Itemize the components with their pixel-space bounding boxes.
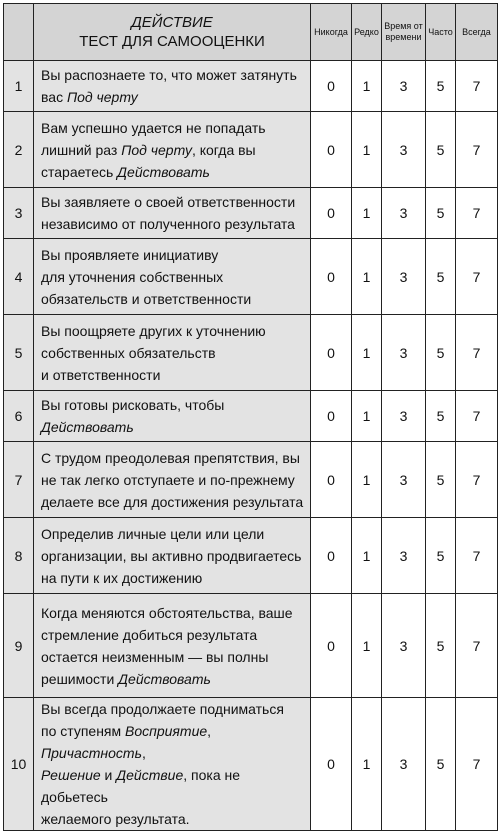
statement-line [41, 394, 304, 416]
score-option[interactable]: 1 [352, 112, 382, 188]
column-header-sometimes: Время от времени [382, 4, 426, 61]
statement-segment: лишний раз [41, 141, 122, 158]
statement-line [41, 624, 304, 646]
score-option[interactable]: 3 [382, 391, 426, 442]
score-option[interactable]: 0 [311, 112, 352, 188]
statement-segment: обязательств и ответственности [41, 290, 252, 307]
score-option[interactable]: 3 [382, 188, 426, 239]
statement-line [41, 161, 304, 183]
statement-text [34, 698, 311, 831]
self-assessment-table [3, 3, 498, 831]
statement-segment: собственных обязательств [41, 344, 216, 361]
statement-segment: С трудом преодолевая препятствия, вы [41, 449, 300, 466]
statement-line [41, 191, 304, 213]
score-option[interactable]: 1 [352, 698, 382, 831]
statement-line [41, 698, 304, 720]
row-number: 8 [4, 518, 34, 594]
row-number: 6 [4, 391, 34, 442]
statement-segment: стараетесь [41, 163, 118, 180]
score-option[interactable]: 3 [382, 315, 426, 391]
row-number: 2 [4, 112, 34, 188]
statement-line [41, 86, 304, 108]
score-option[interactable]: 1 [352, 442, 382, 518]
score-option[interactable]: 3 [382, 112, 426, 188]
score-option[interactable]: 7 [456, 442, 498, 518]
statement-text [34, 315, 311, 391]
statement-segment: , когда вы [191, 141, 256, 158]
statement-line [41, 244, 304, 266]
score-option[interactable]: 1 [352, 188, 382, 239]
score-option[interactable]: 0 [311, 518, 352, 594]
statement-text [34, 391, 311, 442]
statement-line [41, 491, 304, 513]
statement-line [41, 213, 304, 235]
statement-segment: не так легко отступаете и по-прежнему [41, 471, 295, 488]
score-option[interactable]: 5 [426, 518, 456, 594]
header-number-cell [4, 4, 34, 61]
score-option[interactable]: 0 [311, 315, 352, 391]
statement-line [41, 523, 304, 545]
statement-segment: Когда меняются обстоятельства, ваше [41, 604, 293, 621]
score-option[interactable]: 5 [426, 442, 456, 518]
table-row [4, 594, 498, 698]
statement-segment: , пока не добьетесь [41, 767, 244, 805]
statement-line [41, 117, 304, 139]
statement-segment: организации, вы активно продвигаетесь [41, 547, 302, 564]
score-option[interactable]: 0 [311, 442, 352, 518]
score-option[interactable]: 5 [426, 239, 456, 315]
statement-segment: на пути к их достижению [41, 569, 203, 586]
statement-line [41, 266, 304, 288]
score-option[interactable]: 0 [311, 188, 352, 239]
statement-emphasis: Под черту [66, 89, 138, 105]
statement-emphasis: Решение [41, 767, 101, 783]
statement-line [41, 416, 304, 438]
score-option[interactable]: 0 [311, 391, 352, 442]
statement-text [34, 239, 311, 315]
score-option[interactable]: 5 [426, 112, 456, 188]
statement-segment: независимо от полученного результата [41, 216, 295, 232]
statement-emphasis: Действовать [41, 419, 134, 435]
statement-line [41, 342, 304, 364]
table-row [4, 698, 498, 831]
score-option[interactable]: 1 [352, 61, 382, 112]
table-row [4, 112, 498, 188]
header-row [4, 4, 498, 61]
title-line-2: ТЕСТ ДЛЯ САМООЦЕНКИ [79, 33, 265, 50]
statement-text [34, 518, 311, 594]
column-header-often: Часто [426, 4, 456, 61]
row-number: 10 [4, 698, 34, 831]
statement-line [41, 764, 304, 808]
statement-line [41, 545, 304, 567]
score-option[interactable]: 5 [426, 698, 456, 831]
row-number: 1 [4, 61, 34, 112]
title-line-1: ДЕЙСТВИЕ [131, 14, 213, 31]
score-option[interactable]: 3 [382, 698, 426, 831]
statement-segment: вас [41, 89, 67, 105]
statement-line [41, 720, 304, 764]
score-option[interactable]: 5 [426, 315, 456, 391]
statement-line [41, 288, 304, 310]
score-option[interactable]: 1 [352, 594, 382, 698]
statement-emphasis: Действовать [117, 163, 210, 180]
statement-segment: желаемого результата. [41, 811, 190, 827]
score-option[interactable]: 3 [382, 239, 426, 315]
score-option[interactable]: 7 [456, 518, 498, 594]
score-option[interactable]: 3 [382, 442, 426, 518]
statement-segment: решимости [41, 670, 119, 687]
score-option[interactable]: 1 [352, 391, 382, 442]
row-number: 5 [4, 315, 34, 391]
score-option[interactable]: 7 [456, 188, 498, 239]
score-option[interactable]: 7 [456, 112, 498, 188]
statement-segment: , [207, 723, 215, 739]
statement-line [41, 64, 304, 86]
table-row [4, 518, 498, 594]
statement-segment: делаете все для достижения результата [41, 493, 304, 510]
statement-segment: Вы распознаете то, что может затянуть [41, 67, 297, 83]
score-option[interactable]: 0 [311, 61, 352, 112]
statement-text [34, 442, 311, 518]
statement-line [41, 447, 304, 469]
score-option[interactable]: 5 [426, 61, 456, 112]
table-row [4, 391, 498, 442]
score-option[interactable]: 3 [382, 61, 426, 112]
statement-segment: и [100, 767, 117, 783]
score-option[interactable]: 1 [352, 518, 382, 594]
score-option[interactable]: 0 [311, 594, 352, 698]
table-body [4, 61, 498, 831]
statement-text [34, 61, 311, 112]
row-number: 9 [4, 594, 34, 698]
score-option[interactable]: 7 [456, 239, 498, 315]
row-number: 4 [4, 239, 34, 315]
row-number: 7 [4, 442, 34, 518]
statement-segment: Вы проявляете инициативу [41, 246, 219, 263]
statement-line [41, 139, 304, 161]
score-option[interactable]: 7 [456, 61, 498, 112]
statement-segment: по ступеням [41, 723, 126, 739]
table-row [4, 188, 498, 239]
table-row [4, 442, 498, 518]
statement-line [41, 364, 304, 386]
row-number: 3 [4, 188, 34, 239]
table-row [4, 315, 498, 391]
score-option[interactable]: 5 [426, 188, 456, 239]
score-option[interactable]: 5 [426, 391, 456, 442]
statement-emphasis: Под черту [121, 141, 192, 158]
table-row [4, 61, 498, 112]
statement-line [41, 602, 304, 624]
statement-segment: Вы поощряете других к уточнению [41, 322, 266, 339]
score-option[interactable]: 1 [352, 239, 382, 315]
statement-line [41, 646, 304, 668]
score-option[interactable]: 7 [456, 698, 498, 831]
statement-line [41, 469, 304, 491]
statement-emphasis: Причастность [41, 745, 142, 761]
statement-segment: стремление добиться результата [41, 626, 258, 643]
score-option[interactable]: 3 [382, 594, 426, 698]
statement-segment: для уточнения собственных [41, 268, 224, 285]
statement-text [34, 188, 311, 239]
score-option[interactable]: 7 [456, 594, 498, 698]
table-title [34, 4, 311, 61]
statement-segment: Вы готовы рисковать, чтобы [41, 397, 225, 413]
statement-segment: Вы всегда продолжаете подниматься [41, 701, 284, 717]
score-option[interactable]: 7 [456, 391, 498, 442]
statement-segment: остается неизменным — вы полны [41, 648, 269, 665]
statement-text [34, 594, 311, 698]
statement-line [41, 668, 304, 690]
statement-segment: Вам успешно удается не попадать [41, 119, 266, 136]
statement-emphasis: Действовать [118, 670, 211, 687]
score-option[interactable]: 0 [311, 698, 352, 831]
column-header-always: Всегда [456, 4, 498, 61]
score-option[interactable]: 7 [456, 315, 498, 391]
statement-text [34, 112, 311, 188]
statement-line [41, 320, 304, 342]
statement-segment: , [141, 745, 146, 761]
score-option[interactable]: 3 [382, 518, 426, 594]
score-option[interactable]: 0 [311, 239, 352, 315]
statement-line [41, 808, 304, 830]
statement-line [41, 567, 304, 589]
score-option[interactable]: 1 [352, 315, 382, 391]
statement-segment: Определив личные цели или цели [41, 525, 265, 542]
table-row [4, 239, 498, 315]
column-header-never: Никогда [311, 4, 352, 61]
statement-segment: Вы заявляете о своей ответственности [41, 194, 296, 210]
score-option[interactable]: 5 [426, 594, 456, 698]
column-header-rarely: Редко [352, 4, 382, 61]
statement-emphasis: Восприятие [125, 723, 208, 739]
statement-emphasis: Действие [116, 767, 184, 783]
statement-segment: и ответственности [41, 366, 161, 383]
